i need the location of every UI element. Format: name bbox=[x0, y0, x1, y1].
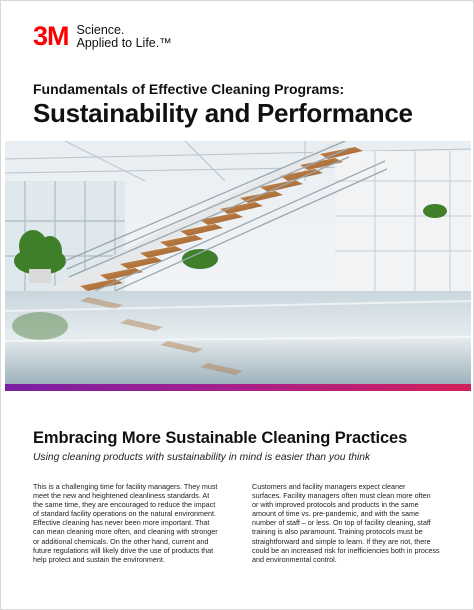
document-headline: Sustainability and Performance bbox=[33, 98, 413, 128]
atrium-staircase-photo-icon bbox=[5, 141, 471, 384]
body-column-left bbox=[33, 482, 238, 564]
accent-divider bbox=[5, 384, 471, 391]
left-column-paragraph: This is a challenging time for facility managers. They must meet the new and heightened cleanliness standards. At the same time, they are encouraged to reduce the impact of standard facility operations on the natural environment. Effective cleaning has never been more important. That can mean cleaning more often, and cleaning with stronger or additional chemicals. On the other hand, current and future regulations will likely drive the use of products that help protect and sustain the environment. bbox=[33, 482, 218, 564]
brand-tagline bbox=[77, 24, 172, 50]
right-column-paragraph: Customers and facility managers expect cleaner surfaces. Facility managers often must clean more often or with improved protocols and products in the same amount of time vs. pre-pandemic, and with the same number of staff – or less. On top of facility cleaning, staff training is also paramount. Training protocols must be straightforward and simple to learn. If they are not, there could be an increased risk for inefficiencies both in process and environmental control. bbox=[252, 482, 440, 564]
tagline-line-2: Applied to Life.™ bbox=[76, 35, 172, 50]
section-title: Embracing More Sustainable Cleaning Practices bbox=[33, 429, 408, 447]
document-kicker: Fundamentals of Effective Cleaning Programs: bbox=[33, 81, 345, 97]
hero-image bbox=[5, 141, 471, 384]
3m-logo: 3M bbox=[33, 21, 69, 51]
body-column-right bbox=[252, 482, 457, 564]
tagline-line-1: Science. bbox=[76, 22, 125, 37]
section-subtitle: Using cleaning products with sustainability in mind is easier than you think bbox=[33, 452, 371, 463]
brand-header bbox=[33, 23, 172, 50]
